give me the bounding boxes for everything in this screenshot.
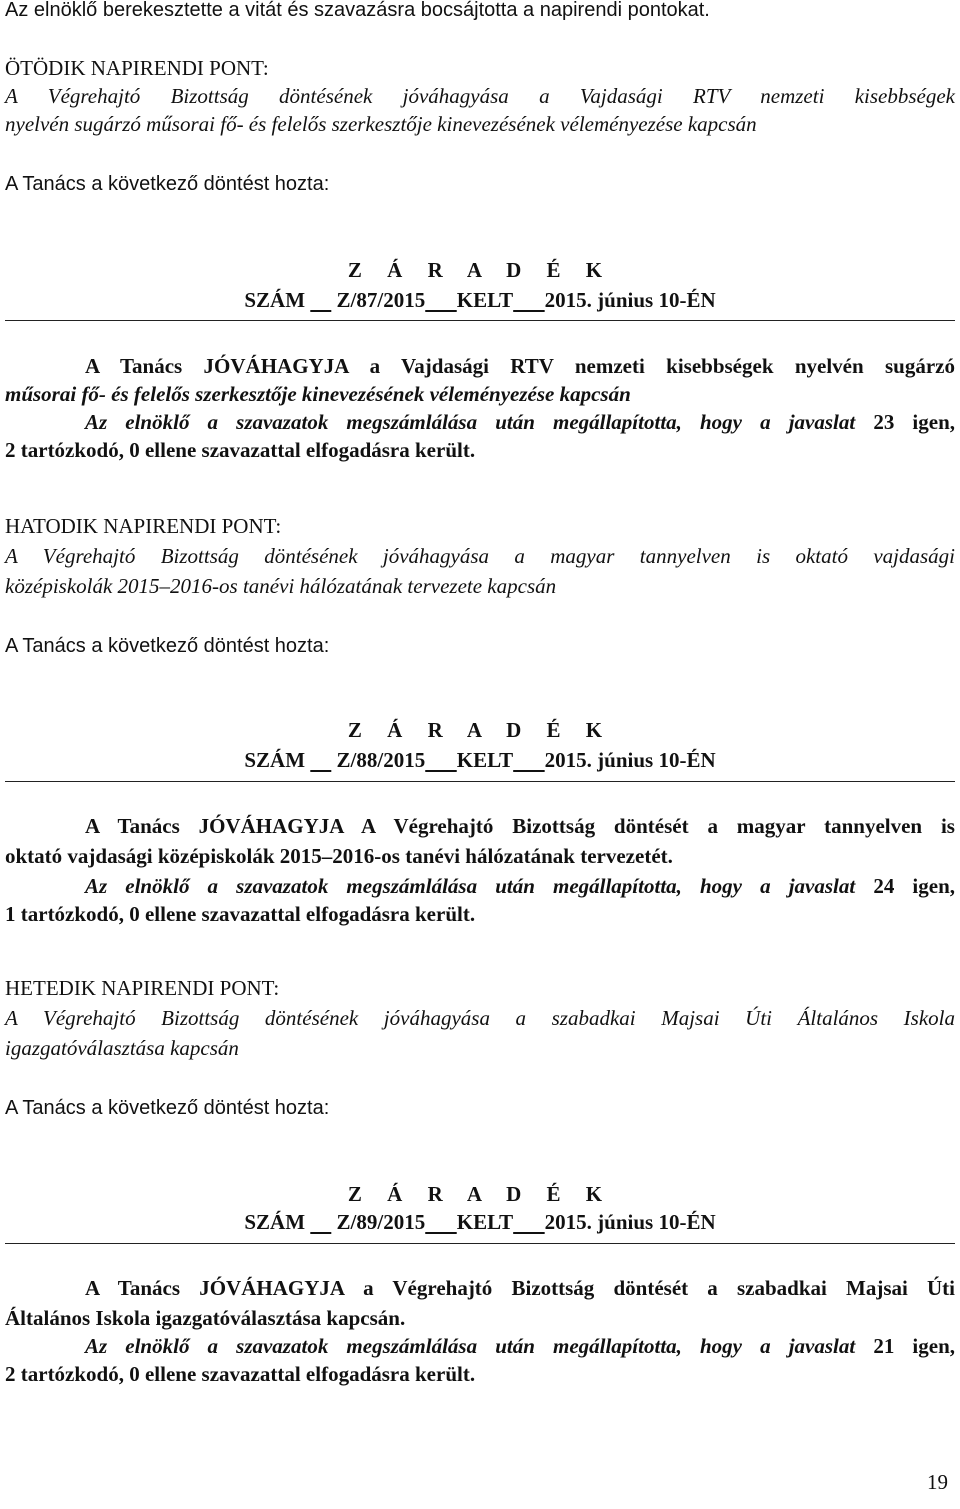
section-heading: HETEDIK NAPIRENDI PONT: bbox=[5, 976, 280, 1000]
vote-text: Az elnöklő a szavazatok megszámlálása után megállapította, hogy a javaslat bbox=[85, 1334, 856, 1358]
szam-kelt-line bbox=[5, 286, 955, 314]
zaradek-title: Z Á R A D É K bbox=[347, 1182, 613, 1206]
decision-intro: A Tanács a következő döntést hozta: bbox=[5, 173, 330, 195]
szam-number: Z/89/2015 bbox=[336, 1210, 426, 1234]
vote-text: Az elnöklő a szavazatok megszámlálása után megállapította, hogy a javaslat bbox=[85, 874, 856, 898]
section-heading: ÖTÖDIK NAPIRENDI PONT: bbox=[5, 56, 269, 80]
resolution-text: A Végrehajtó Bizottság döntését a magyar tannyelven is bbox=[360, 814, 955, 838]
divider-rule bbox=[5, 320, 955, 321]
resolution-text: a Végrehajtó Bizottság döntését a szabadkai Majsai Úti bbox=[363, 1276, 956, 1300]
intro-text: Az elnöklő berekesztette a vitát és szavazásra bocsájtotta a napirendi pontokat. bbox=[5, 0, 710, 21]
szam-kelt-line bbox=[5, 746, 955, 774]
resolution-text: a Vajdasági RTV nemzeti kisebbségek nyelvén sugárzó bbox=[369, 354, 956, 378]
zaradek-title: Z Á R A D É K bbox=[347, 718, 613, 742]
kelt-date: 2015. június 10-ÉN bbox=[544, 288, 716, 312]
resolution-line-2: oktató vajdasági középiskolák 2015‒2016-os tanévi hálózatának tervezetét. bbox=[5, 844, 673, 868]
vote-line bbox=[5, 872, 955, 900]
vote-result: 2 tartózkodó, 0 ellene szavazattal elfogadásra került. bbox=[5, 438, 476, 462]
subject-line: A Végrehajtó Bizottság döntésének jóváhagyása a magyar tannyelven is oktató vajdasági bbox=[5, 544, 955, 568]
resolution-line-2: műsorai fő- és felelős szerkesztője kinevezésének véleményezése kapcsán bbox=[5, 382, 631, 406]
vote-count: 24 igen, bbox=[873, 874, 955, 898]
szam-label: SZÁM bbox=[244, 748, 306, 772]
vote-line bbox=[5, 408, 955, 436]
vote-text: Az elnöklő a szavazatok megszámlálása után megállapította, hogy a javaslat bbox=[85, 410, 856, 434]
page-number: 19 bbox=[927, 1470, 948, 1494]
resolution-lead: A Tanács JÓVÁHAGYJA bbox=[85, 354, 349, 378]
resolution-lead: A Tanács JÓVÁHAGYJA bbox=[85, 1276, 344, 1300]
section-heading: HATODIK NAPIRENDI PONT: bbox=[5, 514, 282, 538]
subject-line: nyelvén sugárzó műsorai fő- és felelős szerkesztője kinevezésének véleményezése kapcsán bbox=[5, 112, 757, 136]
vote-count: 21 igen, bbox=[873, 1334, 955, 1358]
decision-intro: A Tanács a következő döntést hozta: bbox=[5, 1097, 330, 1119]
szam-number: Z/88/2015 bbox=[336, 748, 426, 772]
vote-result: 1 tartózkodó, 0 ellene szavazattal elfogadásra került. bbox=[5, 902, 476, 926]
kelt-label: KELT bbox=[456, 1210, 514, 1234]
resolution-line bbox=[5, 812, 955, 840]
szam-number: Z/87/2015 bbox=[336, 288, 426, 312]
vote-result: 2 tartózkodó, 0 ellene szavazattal elfogadásra került. bbox=[5, 1362, 476, 1386]
szam-label: SZÁM bbox=[244, 288, 306, 312]
resolution-lead: A Tanács JÓVÁHAGYJA bbox=[85, 814, 344, 838]
szam-kelt-line bbox=[5, 1208, 955, 1236]
subject-line: A Végrehajtó Bizottság döntésének jóváhagyása a szabadkai Majsai Úti Általános Iskola bbox=[5, 1006, 955, 1030]
zaradek-title: Z Á R A D É K bbox=[347, 258, 613, 282]
kelt-date: 2015. június 10-ÉN bbox=[544, 1210, 716, 1234]
resolution-line bbox=[5, 1274, 955, 1302]
vote-line bbox=[5, 1332, 955, 1360]
szam-label: SZÁM bbox=[244, 1210, 306, 1234]
subject-line: A Végrehajtó Bizottság döntésének jóváhagyása a Vajdasági RTV nemzeti kisebbségek bbox=[5, 84, 955, 108]
divider-rule bbox=[5, 1243, 955, 1244]
resolution-line-2: Általános Iskola igazgatóválasztása kapcsán. bbox=[5, 1306, 406, 1330]
resolution-line bbox=[5, 352, 955, 380]
divider-rule bbox=[5, 781, 955, 782]
subject-line: igazgatóválasztása kapcsán bbox=[5, 1036, 239, 1060]
kelt-date: 2015. június 10-ÉN bbox=[544, 748, 716, 772]
vote-count: 23 igen, bbox=[873, 410, 955, 434]
kelt-label: KELT bbox=[456, 748, 514, 772]
decision-intro: A Tanács a következő döntést hozta: bbox=[5, 635, 330, 657]
subject-line: középiskolák 2015‒2016-os tanévi hálózatának tervezete kapcsán bbox=[5, 574, 557, 598]
kelt-label: KELT bbox=[456, 288, 514, 312]
